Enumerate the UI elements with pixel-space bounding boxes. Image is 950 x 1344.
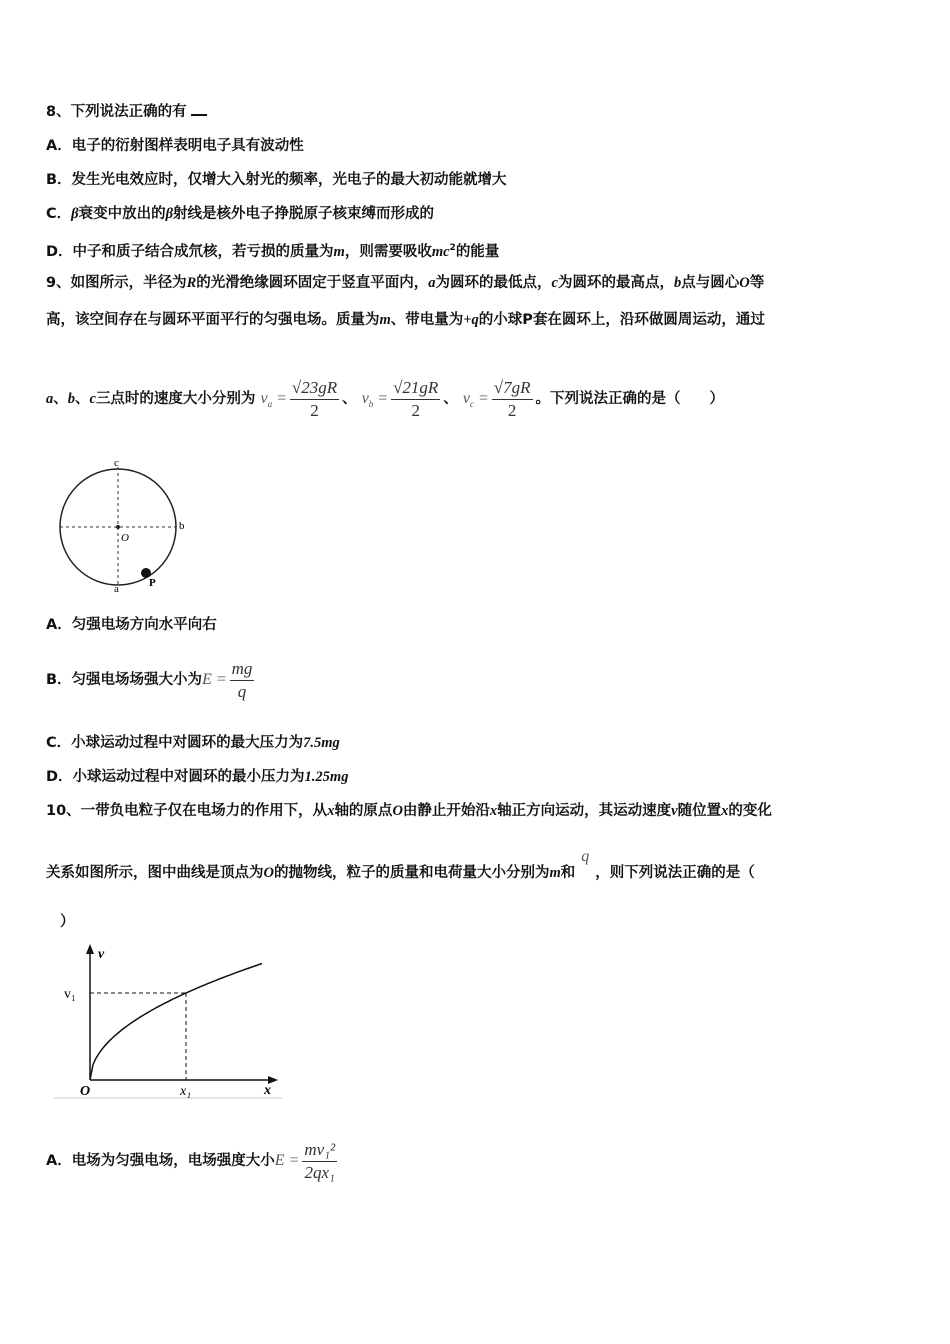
num: √7gR [492, 377, 533, 400]
var: c [551, 275, 558, 291]
var: b [673, 275, 682, 291]
q9-option-b [46, 655, 257, 705]
label-v1: v₁ [64, 987, 76, 1002]
t: 9、如图所示，半径为 [46, 275, 187, 291]
var: c [89, 391, 96, 407]
val: 1.25mg [304, 769, 349, 785]
label-x1: x₁ [180, 1084, 192, 1099]
v: v [462, 390, 470, 407]
q9-option-a: A．匀强电场方向水平向右 [46, 617, 217, 633]
t: D．小球运动过程中对圆环的最小压力为 [46, 769, 305, 785]
sub: c [469, 399, 474, 410]
eq: = [276, 390, 287, 407]
label: C． [46, 206, 72, 222]
t: 的小球 [478, 312, 523, 328]
q9-line3 [46, 374, 724, 429]
t: P [522, 312, 533, 328]
q9-option-d [46, 767, 348, 787]
num: mv₁² [302, 1139, 337, 1162]
vb-formula [361, 390, 389, 410]
t: A．电场为匀强电场，电场强度大小 [46, 1153, 275, 1169]
beta: β [165, 206, 174, 222]
t: 为圆环的最低点， [435, 275, 552, 291]
beta: β [71, 206, 79, 222]
t: 、 [443, 391, 458, 407]
label-c: c [114, 457, 119, 469]
t: 。下列说法正确的是（ ） [535, 391, 724, 407]
t: 轴的原点 [334, 803, 393, 819]
var: +q [463, 312, 479, 328]
label-o: O [80, 1084, 91, 1099]
ring-figure [50, 455, 200, 595]
t: B．匀强电场场强大小为 [46, 672, 203, 688]
var: mc [431, 243, 450, 260]
var: a [428, 275, 436, 291]
den: 2 [310, 400, 319, 420]
var: m [549, 865, 561, 881]
var: m [379, 312, 391, 328]
var: m [333, 243, 345, 260]
label-o: O [121, 532, 129, 544]
t: 高，该空间存在与圆环平面平行的匀强电场。质量为 [46, 312, 380, 328]
t: 为圆环的最高点， [557, 275, 674, 291]
eq: = [377, 390, 389, 407]
t: 的变化 [728, 803, 772, 819]
var: O [739, 275, 750, 291]
var: v [671, 803, 678, 819]
q8-option-c [46, 204, 434, 224]
text: D．中子和质子结合成氘核，若亏损的质量为 [46, 243, 334, 260]
t: 、 [342, 391, 357, 407]
num: √23gR [290, 377, 339, 400]
q8-option-a: A．电子的衍射图样表明电子具有波动性 [46, 138, 304, 154]
den: 2qx₁ [304, 1162, 335, 1182]
t: 套在圆环上，沿环做圆周运动，通过 [532, 312, 765, 328]
q-var: q [581, 848, 590, 865]
t: 由静止开始沿 [402, 803, 490, 819]
q9-line1 [46, 273, 764, 293]
var: O [392, 803, 403, 819]
q8-stem-text: 8、下列说法正确的有 [46, 104, 187, 120]
q10-option-a [46, 1136, 340, 1186]
q8-stem [46, 102, 207, 122]
e-fraction [230, 658, 255, 703]
t: 关系如图所示，图中曲线是顶点为 [46, 865, 264, 881]
t: C．小球运动过程中对圆环的最大压力为 [46, 735, 304, 751]
var: x [327, 803, 335, 819]
den: 2 [411, 400, 420, 420]
label-a: a [114, 583, 119, 595]
q10-line2 [46, 848, 755, 883]
text: ，则需要吸收 [344, 243, 432, 260]
q8-option-d [46, 238, 499, 262]
den: 2 [507, 400, 517, 420]
q9-option-c [46, 733, 340, 753]
t: 10、一带负电粒子仅在电场力的作用下，从 [46, 803, 328, 819]
label-x: x [264, 1083, 271, 1098]
sub: a [267, 399, 273, 410]
e-lhs: E = [274, 1152, 300, 1169]
var: x [721, 803, 729, 819]
vc-fraction [492, 377, 533, 422]
t: ，则下列说法正确的是（ [595, 865, 755, 881]
eq: = [477, 390, 489, 407]
var: O [263, 865, 274, 881]
q9-line2 [46, 310, 765, 330]
parabola-curve [90, 964, 262, 1081]
sup: 2 [449, 243, 456, 253]
text: 的能量 [455, 243, 500, 260]
vb-fraction [391, 377, 440, 422]
t: 的抛物线，粒子的质量和电荷量大小分别为 [273, 865, 550, 881]
t: 和 [560, 865, 576, 881]
q10-line3: ） [60, 914, 75, 930]
sub: b [368, 399, 374, 410]
var: b [67, 391, 75, 407]
t: 等 [749, 275, 765, 291]
num: √21gR [391, 377, 440, 400]
t: 、 [75, 391, 90, 407]
v: v [361, 390, 369, 407]
val: 7.5mg [303, 735, 340, 751]
label-b: b [179, 520, 185, 532]
var: x [489, 803, 498, 819]
t: 轴正方向运动，其运动速度 [497, 803, 672, 819]
label-p: P [149, 577, 156, 589]
t: 的光滑绝缘圆环固定于竖直平面内， [196, 275, 429, 291]
e-fraction [302, 1139, 337, 1184]
vc-formula [462, 390, 489, 410]
den: q [237, 681, 247, 701]
v-arrow-icon [86, 944, 94, 954]
va-fraction [290, 377, 339, 422]
center-dot [116, 525, 120, 529]
v-x-graph [52, 940, 292, 1105]
v: v [260, 390, 268, 407]
t: 随位置 [677, 803, 722, 819]
var: a [46, 391, 54, 407]
answer-blank [191, 102, 207, 116]
t: 三点时的速度大小分别为 [95, 391, 256, 407]
t: 、 [53, 391, 68, 407]
text: 射线是核外电子挣脱原子核束缚而形成的 [173, 206, 435, 222]
q8-option-b: B．发生光电效应时，仅增大入射光的频率，光电子的最大初动能就增大 [46, 172, 507, 188]
var: R [186, 275, 197, 291]
label-v: v [98, 947, 105, 962]
q10-line1 [46, 801, 772, 821]
t: 、带电量为 [390, 312, 464, 328]
e-lhs: E = [202, 671, 227, 688]
t: 点与圆心 [681, 275, 740, 291]
text: 衰变中放出的 [78, 206, 166, 222]
va-formula [260, 390, 287, 410]
num: mg [230, 658, 255, 681]
